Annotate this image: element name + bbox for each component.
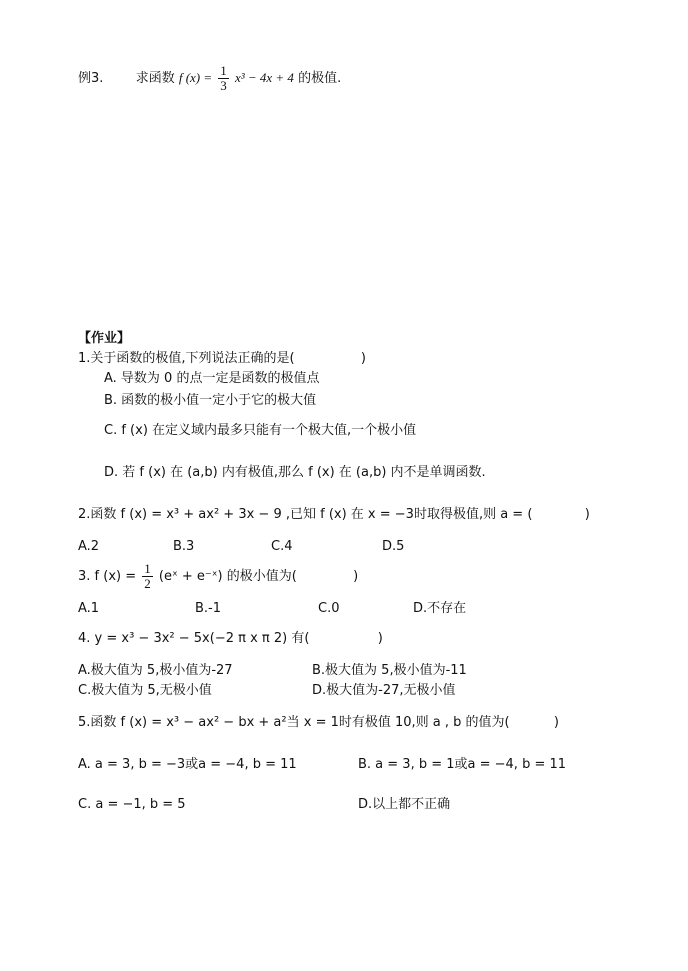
q4-option-b: B.极大值为 5,极小值为-11 bbox=[312, 663, 467, 678]
fraction-numerator: 1 bbox=[144, 561, 151, 576]
question-3-expression: (eˣ + e⁻ˣ) 的极小值为( bbox=[158, 569, 297, 584]
question-3-close: ) bbox=[353, 569, 359, 584]
q4-option-a: A.极大值为 5,极小值为-27 bbox=[78, 663, 233, 678]
fraction-denominator: 3 bbox=[220, 78, 227, 93]
example-3-label: 例3. bbox=[78, 71, 104, 86]
q5-option-a: A. a = 3, b = −3或a = −4, b = 11 bbox=[78, 757, 297, 772]
q2-option-a: A.2 bbox=[78, 539, 100, 554]
question-4 bbox=[78, 630, 383, 648]
q3-option-a: A.1 bbox=[78, 601, 100, 616]
question-3 bbox=[78, 562, 358, 591]
q3-option-d: D.不存在 bbox=[413, 601, 467, 616]
q4-option-c: C.极大值为 5,无极小值 bbox=[78, 683, 212, 698]
example-3-fx: f (x) = bbox=[178, 70, 213, 85]
q5-option-d: D.以上都不正确 bbox=[358, 797, 451, 812]
example-3-expression: x³ − 4x + 4 bbox=[234, 70, 294, 85]
question-3-fraction bbox=[142, 562, 153, 591]
q1-option-b: B. 函数的极小值一定小于它的极大值 bbox=[104, 393, 317, 408]
question-1 bbox=[78, 350, 366, 368]
question-4-stem: 4. y = x³ − 3x² − 5x(−2 π x π 2) 有( bbox=[78, 631, 310, 646]
homework-title: 【作业】 bbox=[78, 331, 131, 346]
question-1-stem: 1.关于函数的极值,下列说法正确的是( bbox=[78, 351, 295, 366]
example-3-prefix: 求函数 bbox=[135, 71, 175, 86]
example-3-fraction bbox=[218, 64, 229, 93]
q4-option-d: D.极大值为-27,无极小值 bbox=[312, 683, 456, 698]
example-3-suffix: 的极值. bbox=[298, 71, 342, 86]
q3-option-b: B.-1 bbox=[195, 601, 222, 616]
question-2-close: ) bbox=[584, 507, 590, 522]
q2-option-b: B.3 bbox=[173, 539, 195, 554]
question-2 bbox=[78, 506, 590, 524]
q2-option-c: C.4 bbox=[271, 539, 293, 554]
question-1-close: ) bbox=[360, 351, 366, 366]
question-3-lead: 3. f (x) = bbox=[78, 569, 137, 584]
q1-option-d: D. 若 f (x) 在 (a,b) 内有极值,那么 f (x) 在 (a,b) 内不是单调函数. bbox=[104, 465, 486, 480]
fraction-denominator: 2 bbox=[144, 576, 151, 591]
question-5-close: ) bbox=[553, 715, 559, 730]
example-3 bbox=[78, 64, 341, 93]
q1-option-c: C. f (x) 在定义域内最多只能有一个极大值,一个极小值 bbox=[104, 423, 417, 438]
q2-option-d: D.5 bbox=[382, 539, 405, 554]
question-5 bbox=[78, 714, 559, 732]
q3-option-c: C.0 bbox=[318, 601, 340, 616]
question-2-stem: 2.函数 f (x) = x³ + ax² + 3x − 9 ,已知 f (x) 在 x = −3时取得极值,则 a = ( bbox=[78, 507, 533, 522]
fraction-numerator: 1 bbox=[220, 63, 227, 78]
q5-option-c: C. a = −1, b = 5 bbox=[78, 797, 186, 812]
question-5-stem: 5.函数 f (x) = x³ − ax² − bx + a²当 x = 1时有极值 10,则 a , b 的值为( bbox=[78, 715, 510, 730]
q1-option-a: A. 导数为 0 的点一定是函数的极值点 bbox=[104, 371, 320, 386]
question-4-close: ) bbox=[377, 631, 383, 646]
q5-option-b: B. a = 3, b = 1或a = −4, b = 11 bbox=[358, 757, 567, 772]
